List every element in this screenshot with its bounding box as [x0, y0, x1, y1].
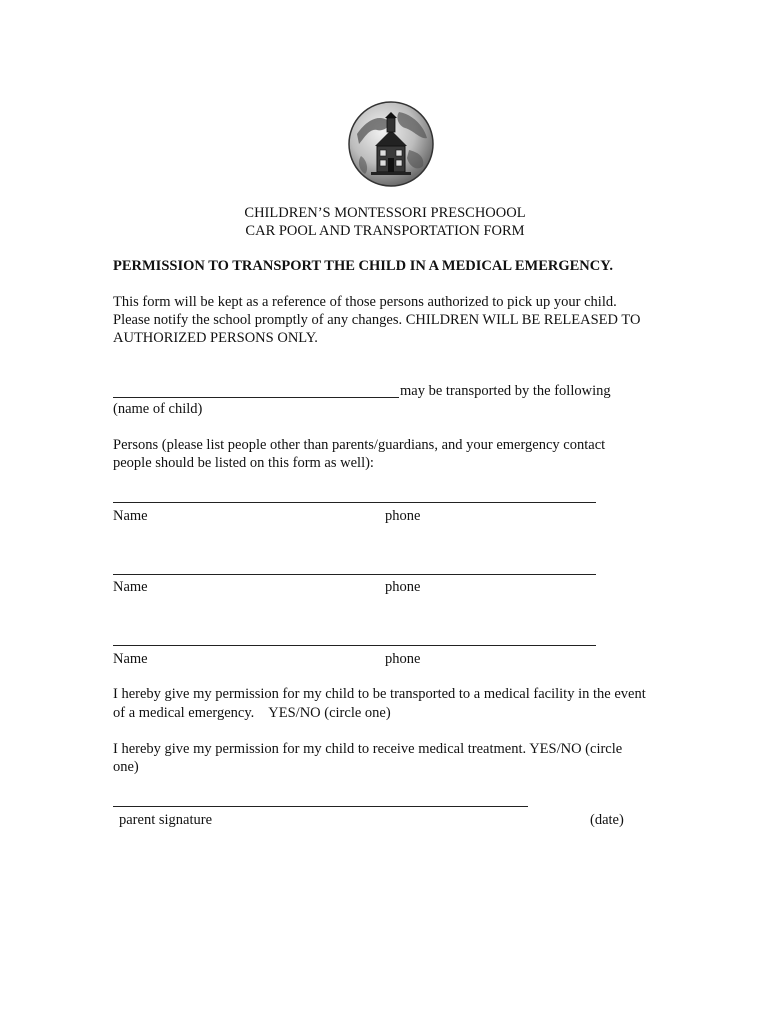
contact-3-name-label: Name [113, 651, 148, 667]
contact-1-name-label: Name [113, 508, 148, 524]
intro-line-3: AUTHORIZED PERSONS ONLY. [113, 330, 318, 346]
persons-line-1: Persons (please list people other than parents/guardians, and your emergency contact [113, 437, 606, 453]
intro-line-2: Please notify the school promptly of any changes. CHILDREN WILL BE RELEASED TO [113, 312, 641, 328]
contact-1-phone-label: phone [385, 508, 421, 524]
form-title: CAR POOL AND TRANSPORTATION FORM [245, 223, 525, 239]
date-label: (date) [590, 812, 624, 828]
parent-signature-label: parent signature [119, 812, 213, 828]
permission-transport-line-1: I hereby give my permission for my child to be transported to a medical facility in the event [113, 686, 646, 702]
globe-schoolhouse-icon [347, 100, 435, 188]
permission-treatment-line-1[interactable]: I hereby give my permission for my child to receive medical treatment. YES/NO (circle [113, 741, 623, 757]
contact-3-field[interactable] [113, 645, 596, 646]
school-name: CHILDREN’S MONTESSORI PRESCHOOOL [244, 205, 526, 221]
permission-treatment-line-2: one) [113, 759, 139, 775]
section-heading: PERMISSION TO TRANSPORT THE CHILD IN A MEDICAL EMERGENCY. [113, 258, 613, 274]
child-name-caption: (name of child) [113, 401, 203, 417]
persons-line-2: people should be listed on this form as well): [113, 455, 374, 471]
intro-line-1: This form will be kept as a reference of those persons authorized to pick up your child. [113, 294, 617, 310]
child-name-field[interactable] [113, 397, 399, 398]
permission-transport-line-2[interactable]: of a medical emergency. YES/NO (circle one) [113, 705, 391, 721]
parent-signature-field[interactable] [113, 806, 528, 807]
contact-2-name-label: Name [113, 579, 148, 595]
contact-2-phone-label: phone [385, 579, 421, 595]
contact-3-phone-label: phone [385, 651, 421, 667]
contact-1-field[interactable] [113, 502, 596, 503]
contact-2-field[interactable] [113, 574, 596, 575]
child-transport-text: may be transported by the following [400, 383, 611, 399]
